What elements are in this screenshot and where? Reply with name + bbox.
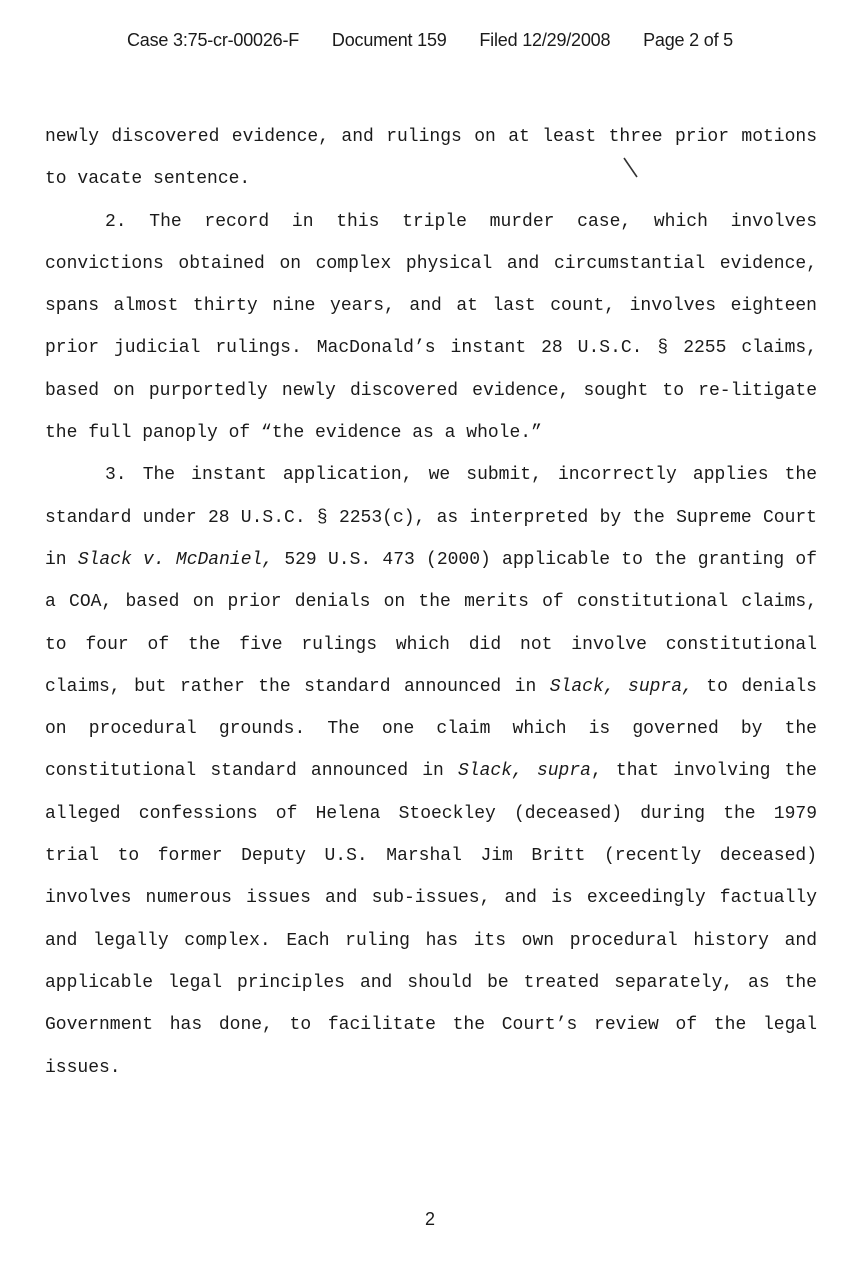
paragraph-3 (45, 454, 817, 1088)
filing-header (0, 30, 860, 51)
case-citation: Slack v. McDaniel, (77, 549, 274, 570)
paragraph-3-text: , that involving the alleged confessions of Helena Stoeckley (deceased) during the 1979 trial to former Deputy U.S. Marshal Jim Britt (recently deceased) involves numerous issues and sub-issues, and is exceedingly factually and legally complex. Each ruling has its own procedural history and applicable legal principles and should be treated separately, as the Government has done, to facilitate the Court’s review of the legal issues. (45, 761, 817, 1078)
document-number: Document 159 (331, 30, 447, 50)
paragraph-3-text: 3. The instant application, we submit, incorrectly applies the standard under 28 U.S.C. § 2253(c), as interpreted by the Supreme Court in (45, 465, 817, 570)
document-body (45, 116, 817, 1089)
paragraph-3-text: 529 U.S. 473 (2000) applicable to the granting of a COA, based on prior denials on the merits of constitutional claims, to four of the five rulings which did not involve constitutional claims, but rather the standard announced in (45, 549, 817, 697)
paragraph-2: 2. The record in this triple murder case, which involves convictions obtained on complex physical and circumstantial evidence, spans almost thirty nine years, and at last count, involves eighteen prior judicial rulings. MacDonald’s instant 28 U.S.C. § 2255 claims, based on purportedly newly discovered evidence, sought to re-litigate the full panoply of “the evidence as a whole.” (45, 211, 817, 444)
case-citation: Slack, supra, (549, 676, 693, 697)
filed-date: Filed 12/29/2008 (479, 30, 611, 50)
case-citation: Slack, supra (458, 761, 591, 782)
paragraph-3-text: to denials on procedural grounds. The one claim which is governed by the constitutional standard announced in (45, 676, 817, 782)
page-number: 2 (424, 1209, 435, 1229)
paragraph-continuation: newly discovered evidence, and rulings on at least three prior motions to vacate sentence. (45, 127, 817, 190)
page-of-pages: Page 2 of 5 (643, 30, 733, 50)
case-number: Case 3:75-cr-00026-F (127, 30, 300, 50)
